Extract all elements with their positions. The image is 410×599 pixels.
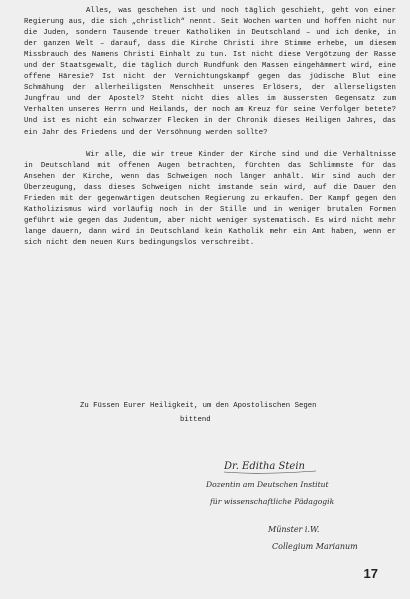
signature-institution: Collegium Marianum: [272, 542, 358, 551]
signature-name: Dr. Editha Stein: [224, 461, 305, 472]
handwritten-signature: [198, 455, 403, 565]
closing-formula: [80, 401, 380, 426]
page-number: 17: [363, 566, 378, 581]
paragraph-1: Alles, was geschehen ist und noch täglich geschieht, geht von einer Regierung aus, die sich „christlich“ nennt. Seit Wochen warten und hoffen nicht nur die Juden, sondern Tausende treuer Katholiken in Deutschland – und ich denke, in der ganzen Welt – darauf, dass die Kirche Christi ihre Stimme erhebe, um diesem Missbrauch des Namens Christi Einhalt zu tun. Ist nicht diese Vergötzung der Rasse und der Staatsgewalt, die täglich durch Rundfunk den Massen eingehämmert wird, eine offene Häresie? Ist nicht der Vernichtungskampf gegen das jüdische Blut eine Schmähung der allerheiligsten Menschheit unseres Erlösers, der allerseligsten Jungfrau und der Apostel? Steht nicht dies alles im äussersten Gegensatz zum Verhalten unseres Herrn und Heilands, der noch am Kreuz für seine Verfolger betete? Und ist es nicht ein schwarzer Flecken in der Chronik dieses Heiligen Jahres, das ein Jahr des Friedens und der Versöhnung werden sollte?: [24, 7, 396, 137]
closing-word: bittend: [180, 416, 211, 424]
signature-title-line-1: Dozentin am Deutschen Institut: [206, 480, 329, 489]
signature-title-line-2: für wissenschaftliche Pädagogik: [210, 497, 335, 506]
closing-line: Zu Füssen Eurer Heiligkeit, um den Apostolischen Segen: [80, 402, 317, 410]
paragraph-2: Wir alle, die wir treue Kinder der Kirche sind und die Verhältnisse in Deutschland mit offenen Augen betrachten, fürchten das Schlimmste für das Ansehen der Kirche, wenn das Schweigen noch länger anhält. Wir sind auch der Überzeugung, dass dieses Schweigen nicht imstande sein wird, auf die Dauer den Frieden mit der gegenwärtigen deutschen Regierung zu erkaufen. Der Kampf gegen den Katholizismus wird vorläufig noch in der Stille und in weniger brutalen Formen geführt wie gegen das Judentum, aber nicht weniger systematisch. Es wird nicht mehr lange dauern, dann wird in Deutschland kein Katholik mehr ein Amt haben, wenn er sich nicht dem neuen Kurs bedingungslos verschreibt.: [24, 150, 396, 247]
letter-body: [24, 6, 396, 249]
signature-place: Münster i.W.: [268, 525, 320, 534]
